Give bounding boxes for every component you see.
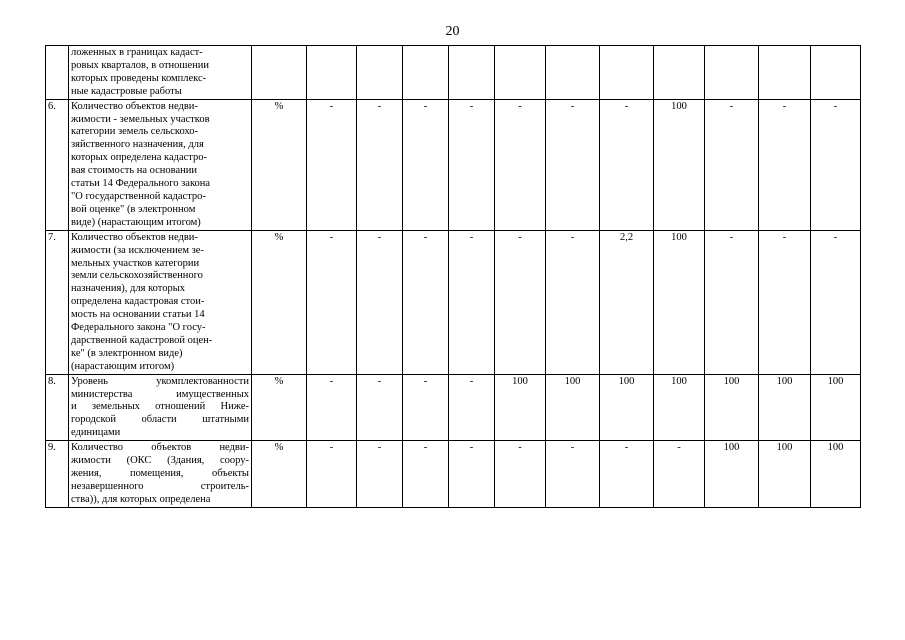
description-line: ложенных в границах кадаст- (71, 47, 203, 58)
value-cell: 100 (546, 374, 600, 441)
description-line: Уровень укомплектованности (71, 375, 249, 387)
value-cell: - (811, 230, 861, 374)
value-cell: - (449, 374, 495, 441)
unit-cell: % (252, 374, 307, 441)
value-cell: 100 (811, 441, 861, 508)
value-cell (449, 46, 495, 100)
page-number: 20 (445, 24, 460, 39)
value-cell (811, 46, 861, 100)
description-line: жения, помещения, объекты (71, 468, 249, 479)
value-cell: - (449, 99, 495, 230)
description-line: мость на основании статьи 14 (71, 309, 205, 321)
description-line: (нарастающим итогом) (71, 360, 175, 372)
description-line: Количество объектов недви- (71, 231, 198, 243)
value-cell: - (403, 230, 449, 374)
value-cell: - (449, 230, 495, 374)
value-cell: - (403, 441, 449, 508)
value-cell: - (759, 99, 811, 230)
description-line: статьи 14 Федерального закона (71, 178, 211, 190)
value-cell: - (600, 441, 654, 508)
unit-cell: % (252, 441, 307, 508)
value-cell: - (759, 230, 811, 374)
value-cell: 100 (654, 374, 705, 441)
value-cell: - (705, 230, 759, 374)
description-line: вой оценке" (в электронном (71, 203, 196, 215)
description-line: ные кадастровые работы (71, 85, 182, 97)
value-cell: 100 (811, 374, 861, 441)
row-number (46, 46, 69, 100)
value-cell: 100 (759, 374, 811, 441)
value-cell (495, 46, 546, 100)
value-cell (546, 46, 600, 100)
unit-cell (252, 46, 307, 100)
description-line: мельных участков категории (71, 257, 200, 269)
value-cell: - (654, 441, 705, 508)
description-line: вая стоимость на основании (71, 165, 198, 177)
value-cell: - (403, 374, 449, 441)
indicator-description (69, 441, 252, 508)
description-line: единицами (71, 427, 121, 439)
description-line: виде) (нарастающим итогом) (71, 216, 201, 228)
row-number: 9. (46, 441, 69, 508)
description-line: жимости - земельных участков (71, 113, 210, 125)
table-row (46, 230, 861, 374)
value-cell (357, 46, 403, 100)
unit-cell: % (252, 99, 307, 230)
value-cell: - (495, 230, 546, 374)
description-line: "О государственной кадастро- (71, 190, 206, 202)
value-cell: - (495, 441, 546, 508)
value-cell: - (600, 99, 654, 230)
table-row (46, 46, 861, 100)
description-line: ства)), для которых определена (71, 493, 211, 505)
value-cell (403, 46, 449, 100)
description-line: земли сельскохозяйственного (71, 270, 203, 282)
indicator-description (69, 374, 252, 441)
value-cell: - (495, 99, 546, 230)
description-line: которых проведены комплекс- (71, 72, 207, 84)
value-cell: - (357, 230, 403, 374)
description-line: которых определена кадастро- (71, 152, 207, 164)
value-cell: - (357, 99, 403, 230)
description-line: категории земель сельскохо- (71, 126, 199, 138)
indicator-description (69, 230, 252, 374)
table-row (46, 374, 861, 441)
value-cell: - (357, 441, 403, 508)
value-cell: 100 (654, 99, 705, 230)
value-cell (705, 46, 759, 100)
table-row (46, 99, 861, 230)
description-line: ке" (в электронном виде) (71, 347, 183, 359)
value-cell: - (307, 374, 357, 441)
value-cell: - (357, 374, 403, 441)
description-line: ровых кварталов, в отношении (71, 59, 210, 71)
value-cell: 2,2 (600, 230, 654, 374)
description-line: министерства имущественных (71, 388, 249, 400)
description-line: незавершенного строитель- (71, 480, 249, 492)
value-cell: 100 (495, 374, 546, 441)
value-cell: 100 (654, 230, 705, 374)
description-line: Количество объектов недви- (71, 100, 198, 112)
value-cell (307, 46, 357, 100)
value-cell (759, 46, 811, 100)
value-cell: - (546, 230, 600, 374)
value-cell: 100 (600, 374, 654, 441)
value-cell: 100 (705, 441, 759, 508)
indicator-description (69, 46, 252, 100)
value-cell: 100 (705, 374, 759, 441)
description-line: назначения), для которых (71, 283, 186, 295)
description-line: и земельных отношений Ниже- (71, 401, 249, 413)
description-line: Количество объектов недви- (71, 442, 249, 454)
description-line: зяйственного назначения, для (71, 139, 204, 151)
value-cell: - (307, 99, 357, 230)
indicators-table (45, 45, 861, 508)
row-number: 8. (46, 374, 69, 441)
value-cell (600, 46, 654, 100)
value-cell: - (546, 441, 600, 508)
description-line: жимости (за исключением зе- (71, 244, 204, 256)
description-line: жимости (ОКС (Здания, соору- (71, 455, 249, 467)
row-number: 7. (46, 230, 69, 374)
table-row (46, 441, 861, 508)
value-cell: - (307, 441, 357, 508)
description-line: городской области штатными (71, 414, 249, 426)
value-cell: 100 (759, 441, 811, 508)
value-cell: - (546, 99, 600, 230)
value-cell: - (449, 441, 495, 508)
description-line: Федерального закона "О госу- (71, 322, 206, 334)
unit-cell: % (252, 230, 307, 374)
value-cell: - (705, 99, 759, 230)
value-cell: - (403, 99, 449, 230)
value-cell: - (811, 99, 861, 230)
description-line: дарственной кадастровой оцен- (71, 334, 213, 346)
indicator-description (69, 99, 252, 230)
row-number: 6. (46, 99, 69, 230)
description-line: определена кадастровая стои- (71, 296, 205, 308)
value-cell (654, 46, 705, 100)
value-cell: - (307, 230, 357, 374)
